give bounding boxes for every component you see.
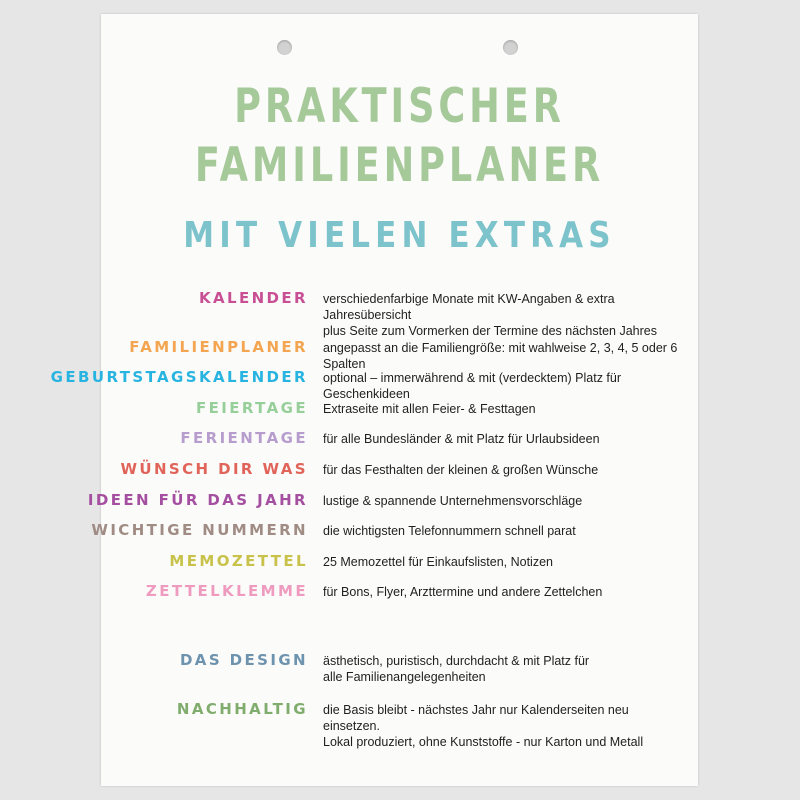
feature-description: optional – immerwährend & mit (verdecktem) Platz für Geschenkideen [323, 371, 622, 401]
feature-label: MEMOZETTEL [169, 552, 308, 570]
feature-label: FAMILIENPLANER [129, 338, 308, 356]
feature-description: für Bons, Flyer, Arzttermine und andere Zettelchen [323, 585, 603, 599]
feature-label: KALENDER [198, 289, 308, 307]
feature-description: für alle Bundesländer & mit Platz für Urlaubsideen [323, 432, 600, 446]
title-line-2: FAMILIENPLANER [194, 138, 605, 193]
feature-label: NACHHALTIG [176, 700, 308, 718]
planner-cover-page [50, 14, 698, 786]
feature-description: Extraseite mit allen Feier- & Festtagen [323, 402, 536, 416]
feature-description: 25 Memozettel für Einkaufslisten, Notizen [323, 555, 553, 569]
feature-description: für das Festhalten der kleinen & großen Wünsche [323, 463, 599, 477]
feature-description: verschiedenfarbige Monate mit KW-Angaben & extra Jahresübersicht plus Seite zum Vormerken der Termine des nächsten Jahres [323, 292, 657, 338]
feature-label: FERIENTAGE [180, 429, 308, 447]
feature-label: DAS DESIGN [179, 651, 308, 669]
feature-label: GEBURTSTAGSKALENDER [50, 368, 308, 386]
feature-description: die Basis bleibt - nächstes Jahr nur Kalenderseiten neu einsetzen. Lokal produziert, ohne Kunststoffe - nur Karton und Metall [323, 703, 644, 749]
subtitle: MIT VIELEN EXTRAS [183, 215, 616, 256]
feature-label: IDEEN FÜR DAS JAHR [87, 491, 308, 509]
punch-hole-left [277, 40, 292, 55]
feature-description: lustige & spannende Unternehmensvorschläge [323, 494, 583, 508]
feature-label: WICHTIGE NUMMERN [91, 521, 308, 539]
feature-description: die wichtigsten Telefonnummern schnell parat [323, 524, 576, 538]
feature-label: FEIERTAGE [195, 399, 308, 417]
feature-description: ästhetisch, puristisch, durchdacht & mit Platz für alle Familienangelegenheiten [323, 654, 590, 684]
punch-hole-right [503, 40, 518, 55]
feature-label: WÜNSCH DIR WAS [120, 460, 308, 478]
feature-label: ZETTELKLEMME [145, 582, 308, 600]
title-line-1: PRAKTISCHER [234, 79, 565, 134]
feature-description: angepasst an die Familiengröße: mit wahlweise 2, 3, 4, 5 oder 6 Spalten [323, 341, 678, 371]
